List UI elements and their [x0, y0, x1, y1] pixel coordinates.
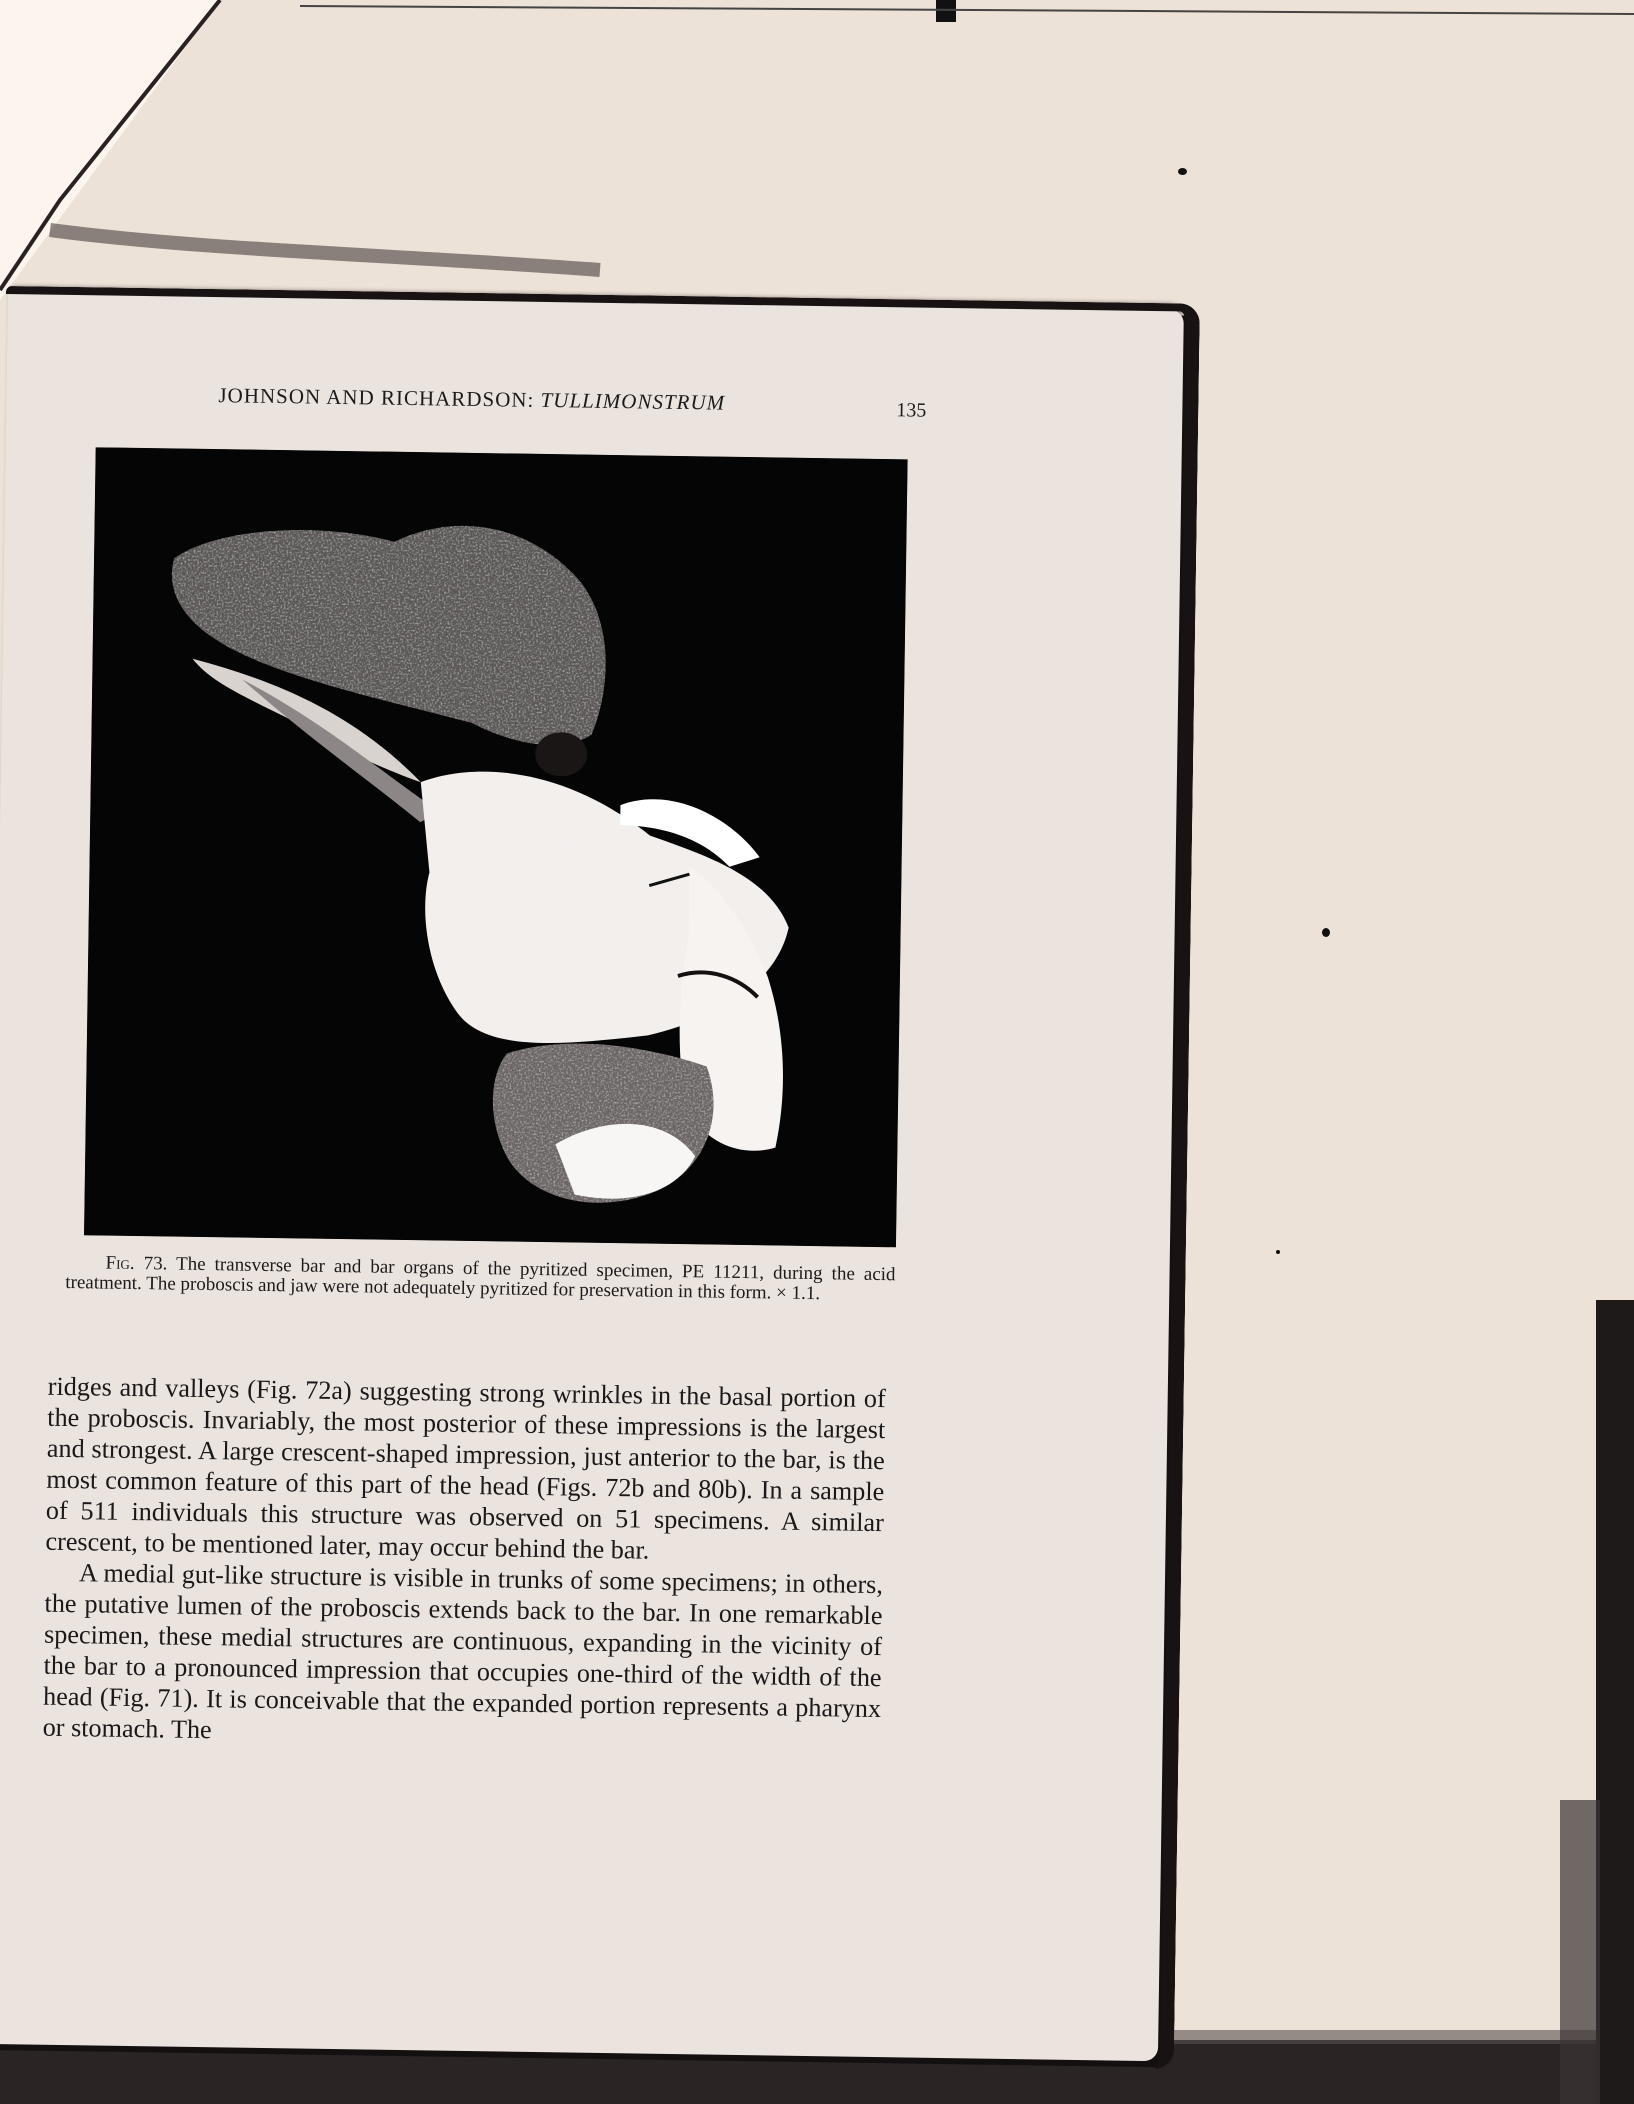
- running-head: [218, 383, 938, 419]
- figure-label: Fig. 73.: [105, 1252, 168, 1275]
- body-text: [42, 1371, 885, 1755]
- figure-caption: [65, 1253, 896, 1305]
- book-page: [0, 292, 1184, 2061]
- figure-caption-text: The transverse bar and bar organs of the pyritized specimen, PE 11211, during the acid treatment. The proboscis and jaw were not adequately pyritized for preservation in this form. × 1.1.: [65, 1253, 896, 1305]
- running-head-authors: JOHNSON AND RICHARDSON:: [218, 383, 541, 412]
- page-number: 135: [896, 399, 927, 422]
- speck: [1276, 1250, 1280, 1254]
- running-head-title: TULLIMONSTRUM: [540, 387, 726, 415]
- paragraph: ridges and valleys (Fig. 72a) suggesting strong wrinkles in the basal portion of the proboscis. Invariably, the most posterior of these impressions is the largest and strongest. A large crescent-shaped impression, just anterior to the bar, is the most common feature of this part of the head (Figs. 72b and 80b). In a sample of 511 individuals this structure was observed on 51 specimens. A similar crescent, to be mentioned later, may occur behind the bar.: [45, 1371, 886, 1565]
- speck: [1322, 928, 1330, 937]
- specimen-photograph: [84, 447, 908, 1247]
- speck: [1178, 168, 1187, 175]
- paragraph: A medial gut-like structure is visible in trunks of some specimens; in others, the putative lumen of the proboscis extends back to the bar. In one remarkable specimen, these medial structures are continuous, expanding in the vicinity of the bar to a pronounced impression that occupies one-third of the width of the head (Fig. 71). It is conceivable that the expanded portion represents a pharynx or stomach. The: [42, 1558, 884, 1745]
